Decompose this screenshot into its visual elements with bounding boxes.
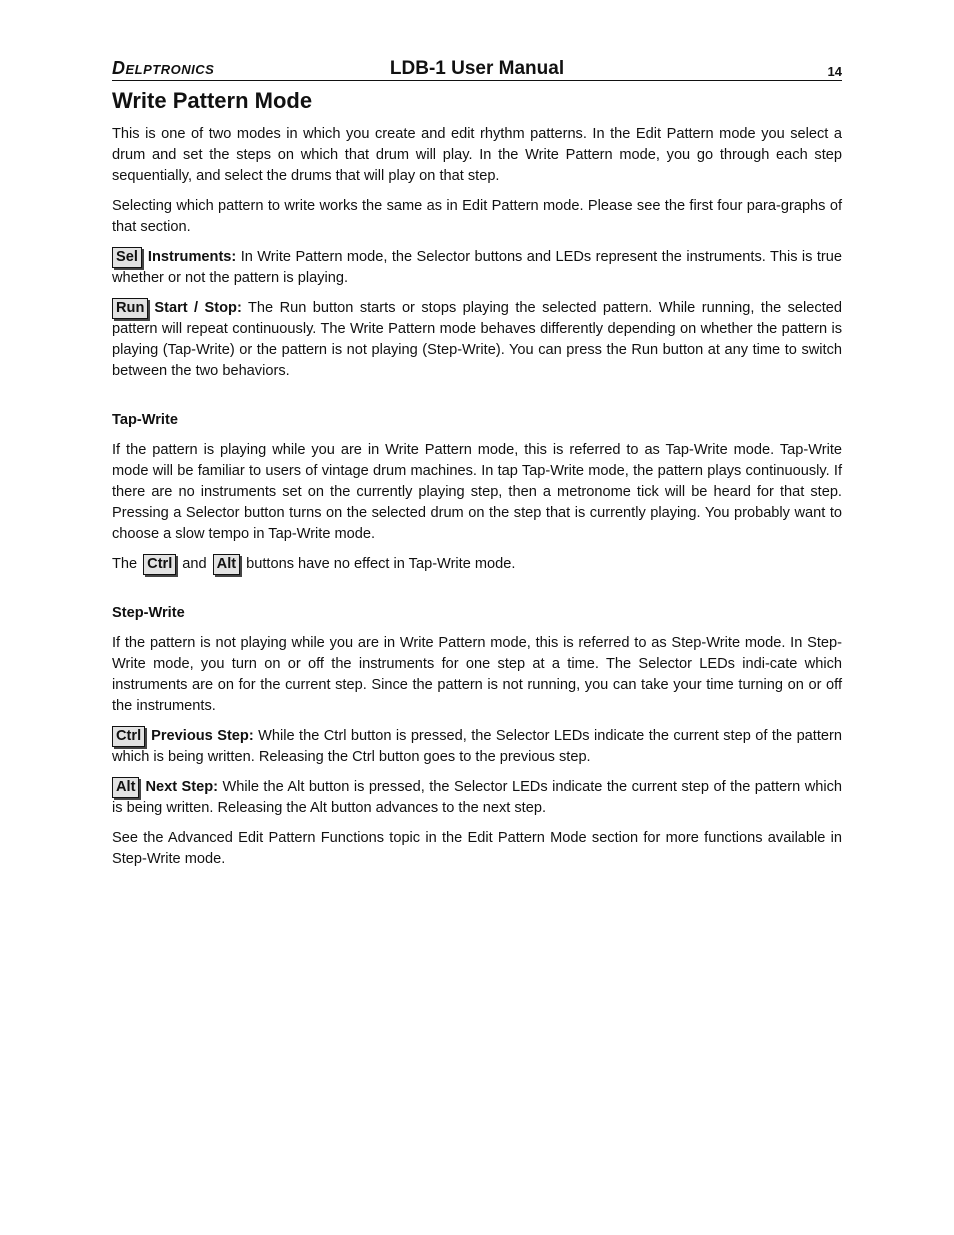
brand-logo: DELPTRONICS — [112, 58, 215, 78]
tap-write-heading: Tap-Write — [112, 412, 178, 428]
item-text: In Write Pattern mode, the Selector buttons and LEDs represent the instruments. This is true whether or not the pattern is playing. — [112, 249, 842, 286]
ctrl-key-badge: Ctrl — [112, 726, 145, 747]
section-title: Write Pattern Mode — [112, 88, 313, 113]
alt-next-step-item — [112, 777, 842, 819]
intro-paragraph-1: This is one of two modes in which you create and edit rhythm patterns. In the Edit Pattern mode you select a drum and set the steps on which that drum will play. In the Write Pattern mode, you go through each step sequentially, and select the drums that will play on that step. — [112, 126, 842, 184]
sel-key-badge: Sel — [112, 247, 142, 268]
item-label: Instruments: — [147, 249, 237, 265]
item-text: While the Alt button is pressed, the Selector LEDs indicate the current step of the pattern which is being written. Releasing the Alt button advances to the next step. — [112, 779, 842, 816]
alt-key-badge: Alt — [112, 777, 139, 798]
run-key-badge: Run — [112, 298, 148, 319]
item-label: Next Step: — [145, 779, 219, 795]
tap-write-note: The Ctrl and Alt buttons have no effect in Tap-Write mode. — [112, 554, 842, 575]
step-write-paragraph: If the pattern is not playing while you are in Write Pattern mode, this is referred to as Step-Write mode. In Step-Write mode, you turn on or off the instruments for one step at a time. The Selector LEDs indi-cate which instruments are on for the current step. Since the pattern is not running, you can take your time turning on or off the instruments. — [112, 635, 842, 714]
sel-instruments-item — [112, 247, 842, 289]
ctrl-key-badge: Ctrl — [143, 554, 176, 575]
run-start-stop-item — [112, 298, 842, 382]
page-number: 14 — [827, 64, 842, 79]
alt-key-badge: Alt — [213, 554, 240, 575]
ctrl-previous-step-item — [112, 726, 842, 768]
tap-write-paragraph: If the pattern is playing while you are in Write Pattern mode, this is referred to as Tap-Write mode. Tap-Write mode will be familiar to users of vintage drum machines. In tap Tap-Write mode, the pattern plays continuously. If there are no instruments set on the currently playing step, then a metronome tick will be heard for that step. Pressing a Selector button turns on the selected drum on the step that is currently playing. You probably want to choose a slow tempo in Tap-Write mode. — [112, 442, 842, 542]
item-text: While the Ctrl button is pressed, the Selector LEDs indicate the current step of the pattern which is being written. Releasing the Ctrl button goes to the previous step. — [112, 728, 843, 765]
intro-paragraph-2: Selecting which pattern to write works the same as in Edit Pattern mode. Please see the first four para-graphs of that section. — [112, 198, 842, 235]
step-write-heading: Step-Write — [112, 605, 185, 621]
item-label: Start / Stop: — [154, 300, 242, 316]
manual-title: LDB-1 User Manual — [389, 58, 565, 79]
item-label: Previous Step: — [151, 728, 254, 744]
item-text: The Run button starts or stops playing the selected pattern. While running, the selected pattern will repeat continuously. The Write Pattern mode behaves differently depending on whether the pattern is playing (Tap-Write) or the pattern is not playing (Step-Write). You can press the Run button at any time to switch between the two behaviors. — [112, 300, 842, 379]
page-header — [112, 56, 842, 81]
manual-page — [112, 56, 842, 879]
closing-paragraph: See the Advanced Edit Pattern Functions topic in the Edit Pattern Mode section for more functions available in Step-Write mode. — [112, 830, 842, 867]
